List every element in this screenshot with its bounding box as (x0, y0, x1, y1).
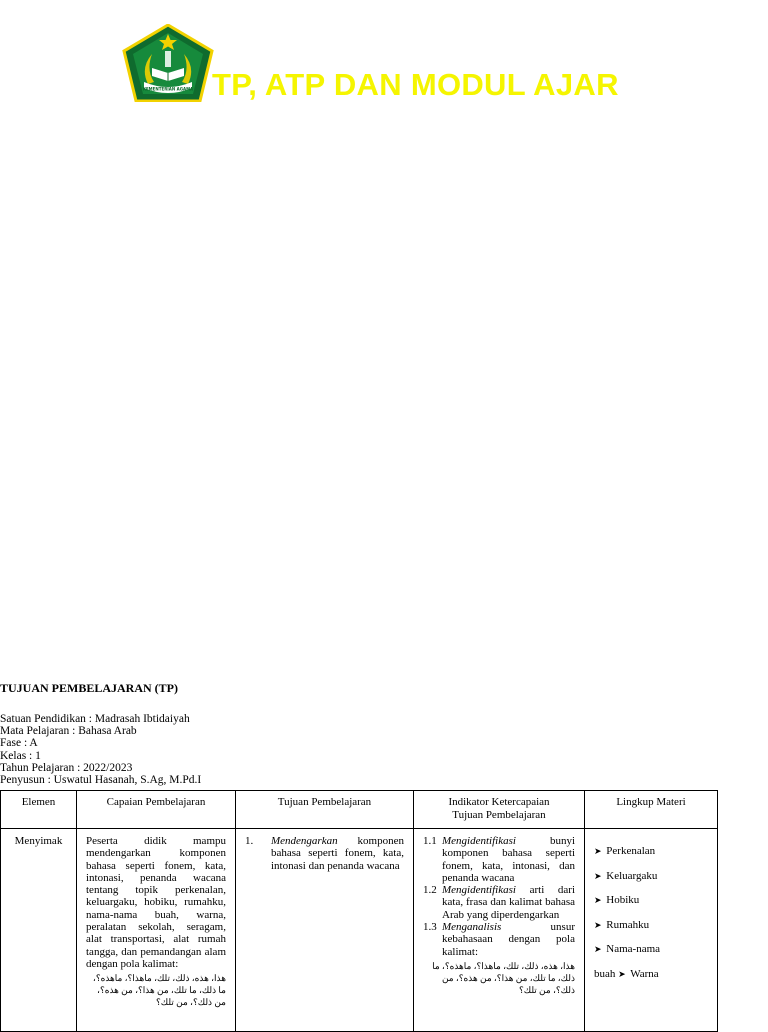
list-item-label: buah (594, 967, 616, 980)
meta-tahun: Tahun Pelajaran : 2022/2023 (0, 761, 133, 774)
tujuan-verb: Mendengarkan (271, 835, 338, 847)
logo-text: KEMENTERIAN AGAMA (142, 86, 194, 92)
list-item (594, 962, 708, 987)
arrow-icon: ➤ (594, 919, 602, 930)
arrow-icon: ➤ (594, 870, 602, 881)
kemenag-logo (122, 24, 214, 102)
arrow-icon: ➤ (618, 968, 626, 979)
cell-elemen (1, 829, 77, 1032)
list-item (594, 937, 708, 962)
arrow-icon: ➤ (594, 944, 602, 954)
indikator-number: 1.1 (423, 835, 437, 847)
cell-capaian (77, 829, 236, 1032)
meta-mapel: Mata Pelajaran : Bahasa Arab (0, 725, 137, 738)
tujuan-number: 1. (245, 835, 254, 847)
elemen-text: Menyimak (14, 835, 63, 847)
capaian-arabic: هذا، هذه، ذلك، تلك، ماهذا؟، ماهذه؟، ما ذلك، ما تلك، من هذا؟، من هذه؟، من ذلك؟، من تلك؟ (92, 973, 226, 1008)
list-item-label: Hobiku (606, 894, 640, 906)
indikator-item (423, 884, 575, 921)
header-indikator (414, 791, 585, 829)
tujuan-text: komponen bahasa seperti fonem, kata, intonasi dan penanda wacana (271, 835, 404, 872)
indikator-text: unsur kebahasaan dengan pola kalimat: (442, 921, 575, 958)
document-meta (0, 713, 201, 786)
list-item-label: Nama-nama (606, 943, 661, 955)
arrow-icon: ➤ (594, 895, 602, 905)
indikator-arabic: هذا، هذه، ذلك، تلك، ماهذا؟، ماهذه؟، ما ذلك، ما تلك، من هذا؟، من هذه؟، من ذلك؟، من تلك؟ (432, 960, 575, 995)
list-item (594, 913, 708, 938)
indikator-verb: Mengidentifikasi (442, 835, 516, 847)
indikator-number: 1.2 (423, 884, 437, 897)
indikator-verb: Mengidentifikasi (442, 884, 516, 897)
arrow-icon: ➤ (594, 846, 602, 856)
section-title: TUJUAN PEMBELAJARAN (TP) (0, 681, 178, 695)
tp-table (0, 790, 718, 1032)
meta-satuan: Satuan Pendidikan : Madrasah Ibtidaiyah (0, 713, 190, 725)
meta-penyusun: Penyusun : Uswatul Hasanah, S.Ag, M.Pd.I (0, 774, 202, 787)
indikator-text: bunyi komponen bahasa seperti fonem, kata, intonasi, dan penanda wacana (442, 835, 575, 884)
list-item-label: Perkenalan (606, 845, 656, 857)
list-item-label: Rumahku (606, 918, 650, 931)
lingkup-list (594, 839, 708, 986)
table-row (1, 829, 718, 1032)
list-item (594, 888, 708, 913)
indikator-number: 1.3 (423, 921, 437, 934)
list-item-label: Warna (630, 967, 659, 980)
capaian-text: Peserta didik mampu mendengarkan komponen bahasa seperti fonem, kata, intonasi, penanda wacana tentang topik perkenalan, keluargaku, hobiku, rumahku, nama-nama buah, warna, peralatan sekolah, seragam, alat transportasi, alat rumah tangga, dan pemandangan alam dengan pola kalimat: (86, 835, 226, 970)
indikator-item (423, 921, 575, 958)
meta-fase: Fase : A (0, 737, 38, 750)
header-lingkup: Lingkup Materi (585, 791, 718, 829)
indikator-item (423, 835, 575, 884)
table-header-row (1, 791, 718, 829)
cell-tujuan (236, 829, 414, 1032)
list-item (594, 839, 708, 864)
meta-kelas: Kelas : 1 (0, 749, 41, 762)
cell-indikator (414, 829, 585, 1032)
header-elemen: Elemen (1, 791, 77, 829)
list-item (594, 864, 708, 889)
cell-lingkup (585, 829, 718, 1032)
header-indikator-line2: Tujuan Pembelajaran (452, 809, 546, 821)
indikator-text: arti dari kata, frasa dan kalimat bahasa Arab yang diperdengarkan (442, 884, 576, 921)
indikator-verb: Menganalisis (442, 921, 502, 934)
header-indikator-line1: Indikator Ketercapaian (448, 796, 550, 808)
banner-title: TP, ATP DAN MODUL AJAR (212, 67, 619, 102)
header-tujuan: Tujuan Pembelajaran (236, 791, 414, 829)
header-capaian: Capaian Pembelajaran (77, 791, 236, 829)
list-item-label: Keluargaku (606, 869, 658, 882)
